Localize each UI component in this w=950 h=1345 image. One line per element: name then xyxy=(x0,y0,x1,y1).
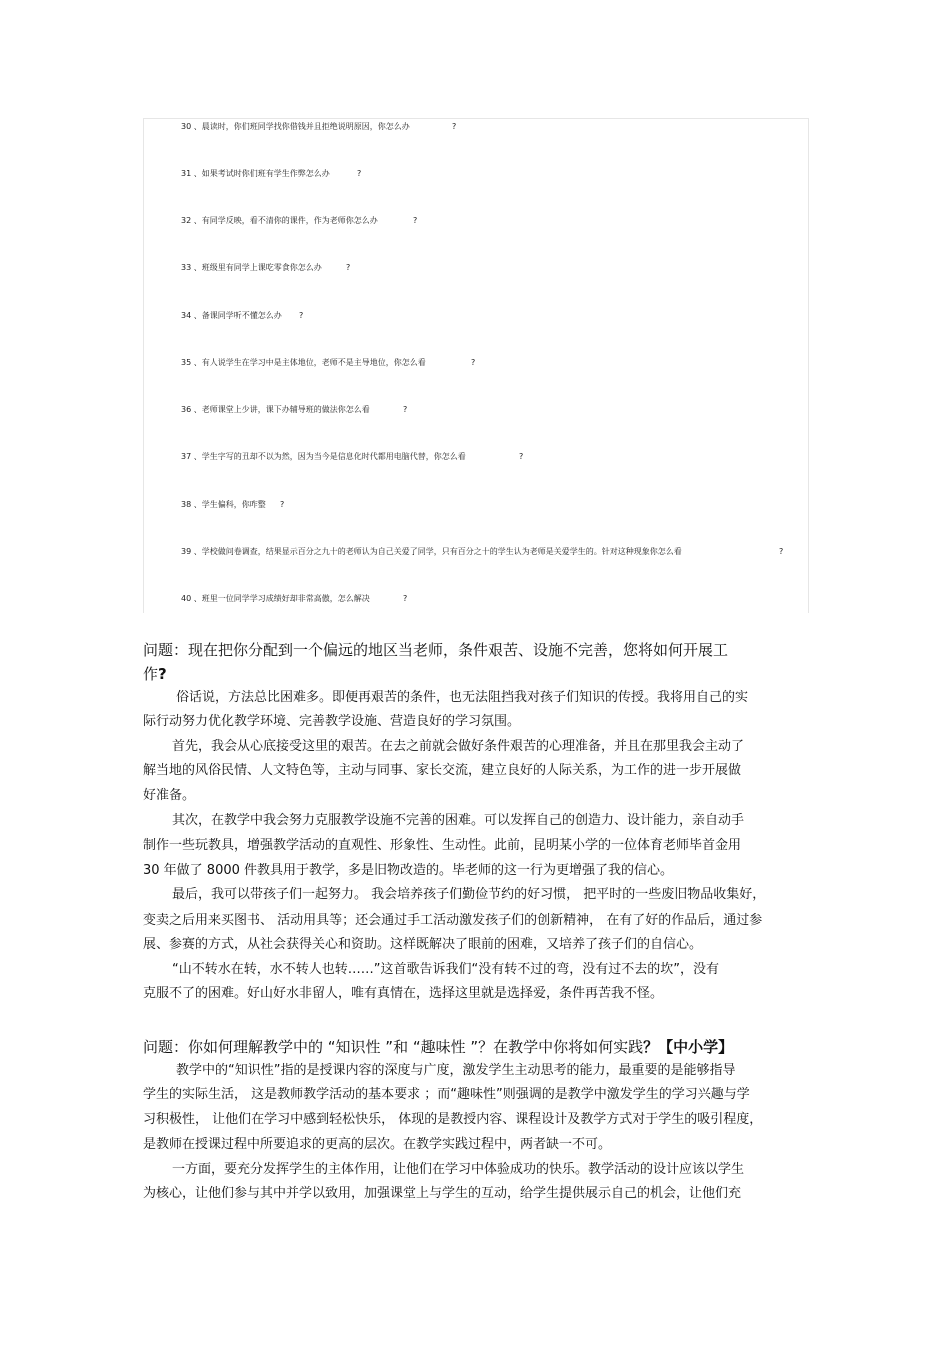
section1-line-13: 克服不了的困难。好山好水非留人，唯有真情在，选择这里就是选择爱，条件再苦我不怪。 xyxy=(143,986,664,1001)
section2-title-text: 问题：你如何理解教学中的 “知识性 ”和 “趣味性 ”？在教学中你将如何实践 xyxy=(143,1038,644,1056)
section2-title xyxy=(143,1037,733,1057)
section1-title-line2 xyxy=(143,664,167,684)
question-34-mark: ? xyxy=(299,311,304,320)
section2-title-tail: ？【中小学】 xyxy=(643,1038,734,1056)
question-35: 35 、有人说学生在学习中是主体地位，老师不是主导地位，你怎么看 xyxy=(181,358,426,367)
question-39: 39 、学校做问卷调查，结果显示百分之九十的老师认为自己关爱了同学，只有百分之十的学生认为老师是关爱学生的。针对这种现象你怎么看 xyxy=(181,547,682,556)
section1-line-8: 30 年做了 8000 件教具用于教学，多是旧物改造的。毕老师的这一行为更增强了我的信心。 xyxy=(143,863,674,878)
question-31: 31 、如果考试时你们班有学生作弊怎么办 xyxy=(181,169,330,178)
question-37: 37 、学生字写的丑却不以为然，因为当今是信息化时代都用电脑代替，你怎么看 xyxy=(181,452,466,461)
question-37-mark: ? xyxy=(519,452,524,461)
section1-line-12: “山不转水在转，水不转人也转……”这首歌告诉我们“没有转不过的弯，没有过不去的坎”，没有 xyxy=(172,962,719,977)
section2-line-4: 是教师在授课过程中所要追求的更高的层次。在教学实践过程中，两者缺一不可。 xyxy=(143,1137,612,1152)
section1-line-6: 其次，在教学中我会努力克服教学设施不完善的困难。可以发挥自己的创造力、设计能力，亲自动手 xyxy=(172,813,745,828)
question-34: 34 、备课同学听不懂怎么办 xyxy=(181,311,282,320)
section2-line-3: 习积极性， 让他们在学习中感到轻松快乐， 体现的是教授内容、课程设计及教学方式对于学生的吸引程度， xyxy=(143,1112,763,1127)
section2-line-6: 为核心，让他们参与其中并学以致用，加强课堂上与学生的互动，给学生提供展示自己的机会，让他们充 xyxy=(143,1186,742,1201)
section1-line-2: 际行动努力优化教学环境、完善教学设施、营造良好的学习氛围。 xyxy=(143,714,521,729)
question-33-mark: ? xyxy=(346,263,351,272)
section1-line-5: 好准备。 xyxy=(143,788,196,803)
section2-line-2: 学生的实际生活， 这是教师教学活动的基本要求 ；而“趣味性”则强调的是教学中激发学生的学习兴趣与学 xyxy=(143,1087,750,1102)
question-32: 32 、有同学反映，看不清你的课件，作为老师你怎么办 xyxy=(181,216,378,225)
section1-line-7: 制作一些玩教具，增强教学活动的直观性、形象性、生动性。此前，昆明某小学的一位体育老师毕首金用 xyxy=(143,838,742,853)
question-38: 38 、学生偏科，你咋整 xyxy=(181,500,266,509)
section1-title-line1: 问题：现在把你分配到一个偏远的地区当老师，条件艰苦、设施不完善，您将如何开展工 xyxy=(143,641,729,659)
question-39-mark: ? xyxy=(779,547,784,556)
question-40: 40 、班里一位同学学习成绩好却非常高傲，怎么解决 xyxy=(181,594,370,603)
question-31-mark: ? xyxy=(357,169,362,178)
section2-line-5: 一方面，要充分发挥学生的主体作用，让他们在学习中体验成功的快乐。教学活动的设计应该以学生 xyxy=(172,1162,745,1177)
question-30: 30 、晨读时，你们班同学找你借钱并且拒绝说明原因，你怎么办 xyxy=(181,122,410,131)
question-40-mark: ? xyxy=(403,594,408,603)
section1-line-9: 最后，我可以带孩子们一起努力。 我会培养孩子们勤俭节约的好习惯， 把平时的一些废旧物品收集好， xyxy=(172,887,766,902)
question-35-mark: ? xyxy=(471,358,476,367)
section1-title-word: 作 xyxy=(143,665,159,683)
question-30-mark: ? xyxy=(452,122,457,131)
section1-line-1: 俗话说，方法总比困难多。即便再艰苦的条件，也无法阻挡我对孩子们知识的传授。我将用自己的实 xyxy=(176,690,749,705)
question-33: 33 、班级里有同学上课吃零食你怎么办 xyxy=(181,263,322,272)
section1-title-mark: ? xyxy=(158,665,167,683)
section1-line-11: 展、参赛的方式，从社会获得关心和资助。这样既解决了眼前的困难，又培养了孩子们的自信心。 xyxy=(143,937,703,952)
section1-line-3: 首先，我会从心底接受这里的艰苦。在去之前就会做好条件艰苦的心理准备，并且在那里我会主动了 xyxy=(172,739,745,754)
question-36: 36 、老师课堂上少讲，课下办辅导班的做法你怎么看 xyxy=(181,405,370,414)
section1-line-4: 解当地的风俗民情、人文特色等，主动与同事、家长交流，建立良好的人际关系，为工作的进一步开展做 xyxy=(143,763,742,778)
section1-line-10: 变卖之后用来买图书、 活动用具等；还会通过手工活动激发孩子们的创新精神， 在有了好的作品后，通过参 xyxy=(143,913,763,928)
question-32-mark: ? xyxy=(413,216,418,225)
question-38-mark: ? xyxy=(280,500,285,509)
section2-line-1: 教学中的“知识性”指的是授课内容的深度与广度，激发学生主动思考的能力，最重要的是能够指导 xyxy=(176,1063,736,1078)
question-36-mark: ? xyxy=(403,405,408,414)
